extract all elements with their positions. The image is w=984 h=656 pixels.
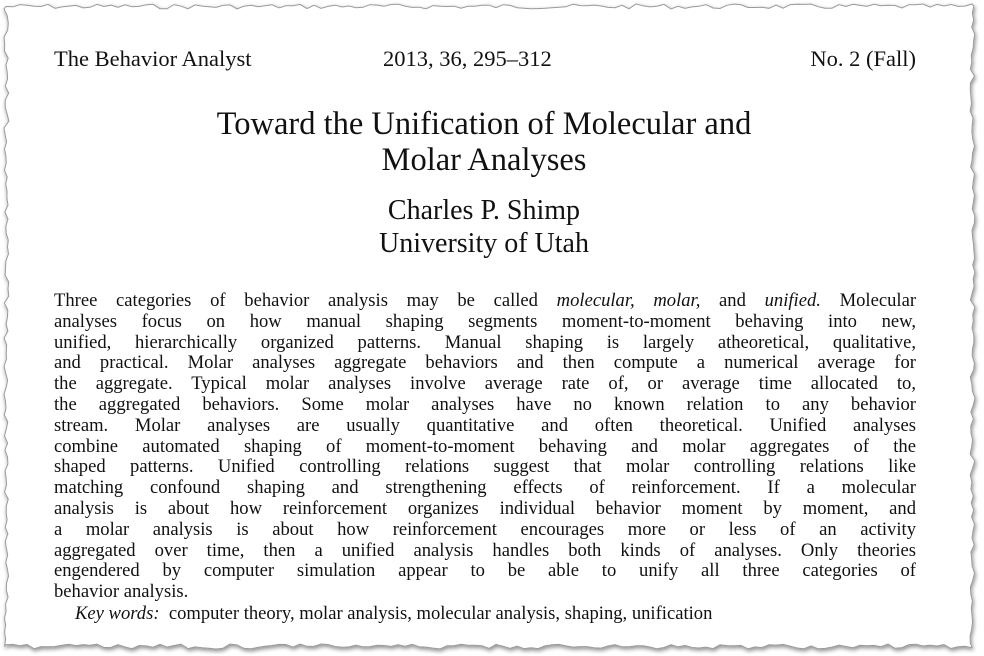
author-name: Charles P. Shimp	[387, 195, 581, 226]
abstract-line: combine automated shaping of moment-to-moment behaving and molar aggregates of the	[54, 435, 916, 457]
issue-number: No. 2 (Fall)	[810, 46, 916, 71]
abstract-line: aggregated over time, then a unified analysis handles both kinds of analyses. Only theories	[54, 539, 916, 561]
title-line-2: Molar Analyses	[381, 142, 587, 178]
journal-header	[54, 46, 916, 76]
abstract-italic-term: molecular, molar,	[556, 290, 701, 311]
abstract-line: and practical. Molar analyses aggregate behaviors and then compute a numerical average for	[54, 352, 916, 374]
abstract-line: shaped patterns. Unified controlling relations suggest that molar controlling relations like	[54, 456, 916, 478]
abstract-text: Molecular	[820, 290, 917, 311]
abstract-line: stream. Molar analyses are usually quantitative and often theoretical. Unified analyses	[54, 414, 916, 436]
abstract-italic-term: unified.	[764, 290, 821, 311]
journal-name: The Behavior Analyst	[54, 46, 252, 71]
abstract-line: analyses focus on how manual shaping segments moment-to-moment behaving into new,	[54, 310, 916, 332]
abstract-line: behavior analysis.	[54, 581, 189, 603]
abstract-line	[54, 291, 916, 312]
citation: 2013, 36, 295–312	[383, 46, 552, 71]
author-affiliation: University of Utah	[379, 228, 589, 259]
title-line-1: Toward the Unification of Molecular and	[216, 106, 752, 142]
abstract-line: analysis is about how reinforcement organizes individual behavior moment by moment, and	[54, 497, 916, 519]
abstract-line: a molar analysis is about how reinforcement encourages more or less of an activity	[54, 518, 916, 540]
abstract	[54, 291, 916, 603]
keywords-text: computer theory, molar analysis, molecular analysis, shaping, unification	[168, 603, 713, 624]
abstract-line: engendered by computer simulation appear to be able to unify all three categories of	[54, 560, 916, 582]
keywords-label: Key words:	[75, 603, 160, 624]
abstract-line: the aggregated behaviors. Some molar analyses have no known relation to any behavior	[54, 393, 916, 415]
paper-title	[0, 106, 968, 178]
keywords	[75, 603, 712, 625]
abstract-line: matching confound shaping and strengthening effects of reinforcement. If a molecular	[54, 477, 916, 499]
abstract-text: and	[700, 290, 765, 311]
abstract-line: the aggregate. Typical molar analyses involve average rate of, or average time allocated to,	[54, 373, 916, 395]
abstract-line: unified, hierarchically organized patterns. Manual shaping is largely atheoretical, qualitative,	[54, 331, 916, 353]
abstract-text: Three categories of behavior analysis may be called	[54, 290, 557, 311]
